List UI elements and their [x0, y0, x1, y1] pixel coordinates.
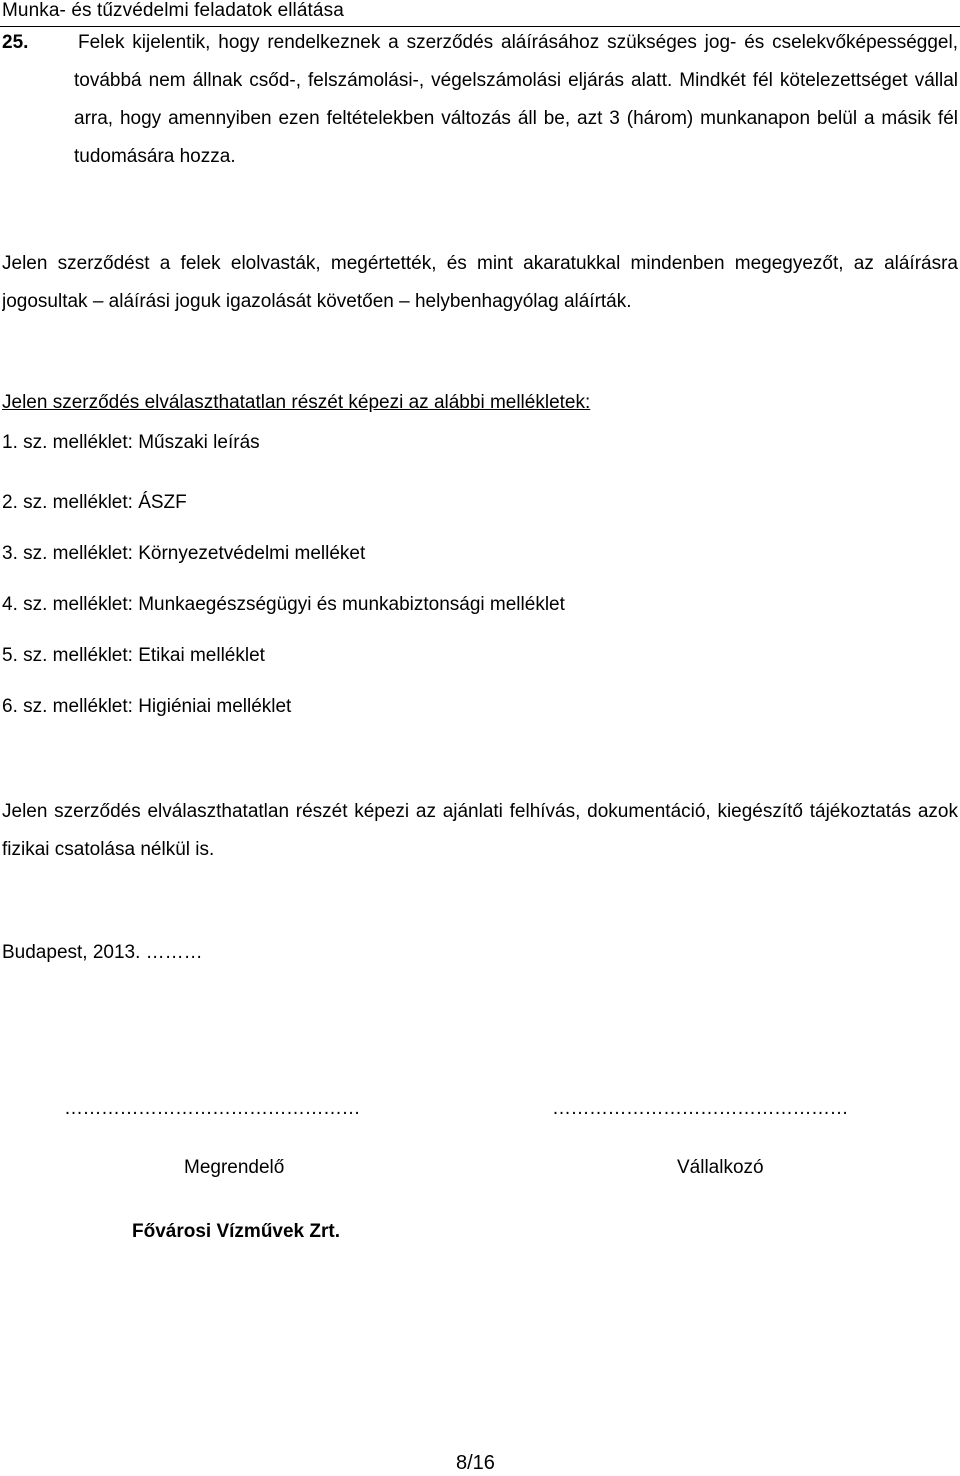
signatory-label-contractor: Vállalkozó	[677, 1157, 764, 1178]
document-header-title: Munka- és tűzvédelmi feladatok ellátása	[2, 0, 344, 21]
annexes-heading: Jelen szerződés elválaszthatatlan részét képezi az alábbi mellékletek:	[2, 392, 591, 413]
signature-line-left: …………………………………………	[64, 1098, 360, 1119]
clause-25-line-3: arra, hogy amennyiben ezen feltételekben változás áll be, azt 3 (három) munkanapon belül a másik fél	[74, 108, 958, 129]
annex-item-2: 2. sz. melléklet: ÁSZF	[2, 492, 187, 513]
annex-item-3: 3. sz. melléklet: Környezetvédelmi melléket	[2, 543, 366, 564]
integral-paragraph-line-2: fizikai csatolása nélkül is.	[2, 839, 215, 860]
clause-number: 25.	[2, 32, 29, 53]
clause-25-line-4: tudomására hozza.	[74, 146, 236, 167]
signing-paragraph-line-1: Jelen szerződést a felek elolvasták, megértették, és mint akaratukkal mindenben megegyezőt, az aláírásra	[2, 253, 958, 274]
client-company-name: Fővárosi Vízművek Zrt.	[132, 1221, 341, 1242]
signing-paragraph	[2, 247, 958, 323]
integral-paragraph-line-1: Jelen szerződés elválaszthatatlan részét képezi az ajánlati felhívás, dokumentáció, kiegészítő tájékoztatás azok	[2, 801, 958, 822]
annex-item-4: 4. sz. melléklet: Munkaegészségügyi és munkabiztonsági melléklet	[2, 594, 565, 615]
place-and-date: Budapest, 2013. ………	[2, 942, 203, 963]
page-number: 8/16	[456, 1452, 495, 1474]
clause-25	[2, 26, 958, 178]
signing-paragraph-line-2: jogosultak – aláírási joguk igazolását követően – helybenhagyólag aláírták.	[2, 291, 632, 312]
annex-item-5: 5. sz. melléklet: Etikai melléklet	[2, 645, 265, 666]
clause-25-line-2: továbbá nem állnak csőd-, felszámolási-, végelszámolási eljárás alatt. Mindkét fél kötelezettséget vállal	[74, 70, 958, 91]
annex-item-6: 6. sz. melléklet: Higiéniai melléklet	[2, 696, 292, 717]
integral-paragraph	[2, 795, 958, 871]
signatory-label-client: Megrendelő	[184, 1157, 285, 1178]
signature-line-right: …………………………………………	[552, 1098, 848, 1119]
clause-25-line-1	[2, 26, 958, 64]
annex-item-1: 1. sz. melléklet: Műszaki leírás	[2, 432, 260, 453]
clause-25-text-1: Felek kijelentik, hogy rendelkeznek a szerződés aláírásához szükséges jog- és cselekvőképességgel,	[78, 32, 958, 53]
